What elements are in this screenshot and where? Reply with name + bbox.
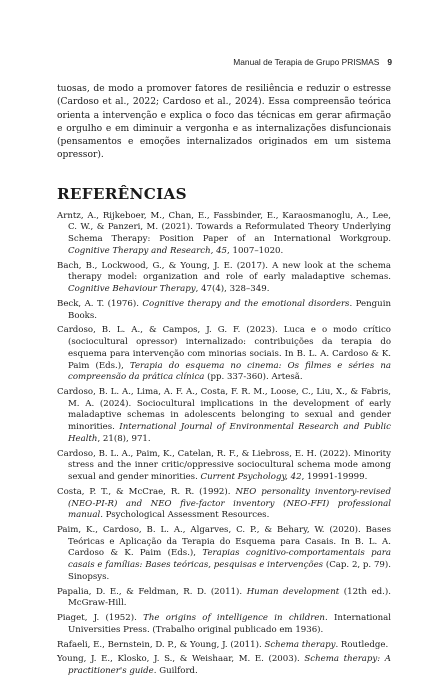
reference-entry [57,449,391,484]
reference-entry [57,613,391,636]
reference-title: Human development [246,586,340,597]
reference-details: . Penguin Books. [68,298,391,321]
reference-text: Bach, B., Lockwood, G., & Young, J. E. (2017). A new look at the schema therapy model: organization and role of early maladaptive schemas. [57,260,391,283]
reference-details: (12th ed.). McGraw-Hill. [68,586,391,609]
reference-title: NEO personality inventory-revised (NEO-PI-R) and NEO five-factor inventory (NEO-FFI) professional manual [68,486,392,521]
running-header [56,56,392,68]
reference-details: (Cap. 2, p. 79). Sinopsys. [68,560,391,582]
running-title: Manual de Terapia de Grupo PRISMAS [233,57,380,67]
reference-details: (pp. 337-360). Artesã. [204,372,303,383]
page-number: 9 [387,57,392,67]
reference-entry [57,487,391,522]
reference-entry [57,387,391,446]
reference-details: . International Universities Press. (Trabalho original publicado em 1936). [68,613,391,635]
reference-details: , 21(8), 971. [97,433,151,444]
reference-title: Current Psychology, 42 [200,472,302,483]
reference-text: Cardoso, B. L. A., Paim, K., Catelan, R. F., & Liebross, E. H. (2022). Minority stress and the inner critic/oppressive sociocultural schema mode among sexual and gender minorities. [57,448,391,483]
reference-text: Cardoso, B. L. A., & Campos, J. G. F. (2023). Luca e o modo crítico (sociocultural opressor) internalizado: contribuições da terapia do esquema para intervenção com minorias sociais. In B. L. A. Cardoso & K. Paim (Eds.), [57,325,391,371]
reference-title: International Journal of Environmental Research and Public Health [68,422,391,444]
reference-entry [57,525,391,584]
reference-details: . Guilford. [153,666,198,677]
reference-entry [57,211,391,258]
reference-entry [57,654,391,677]
reference-details: . Routledge. [335,639,389,650]
reference-title: Schema therapy [264,639,336,650]
reference-entry [57,640,391,652]
reference-text: Rafaeli, E., Bernstein, D. P., & Young, J. (2011). [57,639,265,650]
reference-details: , 1007–1020. [227,245,284,256]
reference-text: Beck, A. T. (1976). [57,298,143,309]
reference-title: Terapia do esquema no cinema: Os filmes e séries na compreensão da prática clínica [68,360,392,383]
section-title: REFERÊNCIAS [57,184,187,203]
reference-text: Cardoso, B. L. A., Lima, A. F. A., Costa, F. R. M., Loose, C., Liu, X., & Fabris, M. A. (2024). Sociocultural implications in the development of early maladaptive schemas in adolescents belonging to sexual and gender minorities. [57,387,391,433]
reference-details: , 19991-19999. [301,472,368,483]
reference-text: Costa, P. T., & McCrae, R. R. (1992). [57,486,236,497]
reference-text: Paim, K., Cardoso, B. L. A., Algarves, C. P., & Behary, W. (2020). Bases Teóricas e Aplicação da Terapia do Esquema para Casais. In B. L. A. Cardoso & K. Paim (Eds.), [57,525,391,559]
reference-entry [57,261,391,296]
reference-text: Papalia, D. E., & Feldman, R. D. (2011). [57,586,247,597]
reference-entry [57,299,391,322]
intro-paragraph: tuosas, de modo a promover fatores de resiliência e reduzir o estresse (Cardoso et al., 2022; Cardoso et al., 2024). Essa compreensão teórica orienta a intervenção e explica o foco das técnicas em gerar afirmação e orgulho e em diminuir a vergonha e as internalizações disfuncionais (pensamentos e emoções internalizados originados em um sistema opressor). [57,84,391,161]
reference-title: Cognitive Therapy and Research, 45 [68,245,228,256]
reference-text: Young, J. E., Klosko, J. S., & Weishaar, M. E. (2003). [57,654,305,665]
reference-details: . Psychological Assessment Resources. [100,510,270,521]
reference-details: , 47(4), 328–349. [195,284,270,295]
reference-list [57,211,391,678]
reference-title: Cognitive therapy and the emotional disorders [142,298,350,309]
reference-entry [57,325,391,384]
reference-entry [57,587,391,610]
page-content [57,83,391,681]
reference-text: Arntz, A., Rijkeboer, M., Chan, E., Fassbinder, E., Karaosmanoglu, A., Lee, C. W., & Panzeri, M. (2021). Towards a Reformulated Theory Underlying Schema Therapy: Position Paper of an International Workgroup. [57,210,391,245]
reference-title: Terapias cognitivo-comportamentais para casais e famílias: Bases teóricas, pesquisas e intervenções [68,548,391,571]
reference-title: Schema therapy: A practitioner's guide [68,654,391,677]
reference-text: Piaget, J. (1952). [57,613,144,624]
reference-title: Cognitive Behaviour Therapy [68,284,196,295]
reference-title: The origins of intelligence in children [143,613,325,624]
